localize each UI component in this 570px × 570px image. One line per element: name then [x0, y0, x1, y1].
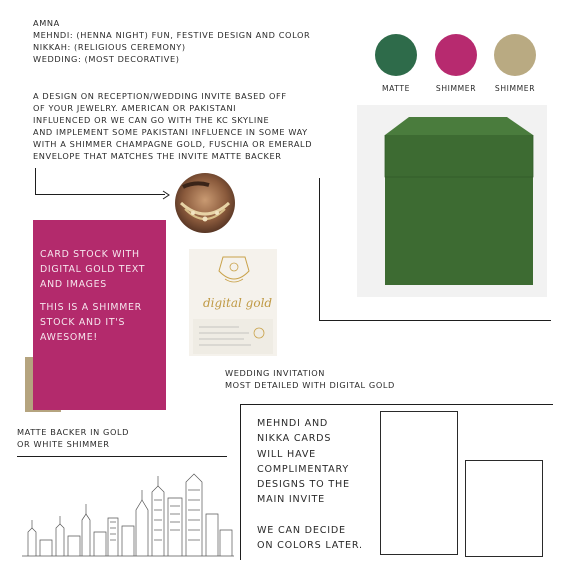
bracket-horizontal-line	[319, 320, 551, 321]
wedding-invite-photo	[189, 249, 277, 356]
mehndi-note-line-4: COMPLIMENTARY	[257, 464, 349, 475]
header-line-1: AMNA	[33, 18, 60, 28]
card-text-line-1: CARD STOCK WITH	[40, 249, 140, 260]
header-line-3: NIKKAH: (RELIGIOUS CEREMONY)	[33, 42, 186, 52]
bracket-vertical-line	[319, 178, 320, 320]
header-line-4: WEDDING: (MOST DECORATIVE)	[33, 54, 180, 64]
mehndi-note-line-2: NIKKA CARDS	[257, 433, 332, 444]
card-text-line-4: THIS IS A SHIMMER	[40, 302, 142, 313]
card-text-line-6: AWESOME!	[40, 332, 98, 343]
kc-skyline-illustration	[22, 470, 234, 558]
description-line-6: ENVELOPE THAT MATCHES THE INVITE MATTE BACKER	[33, 151, 282, 161]
mehndi-note-line-8: ON COLORS LATER.	[257, 540, 363, 551]
description-line-2: OF YOUR JEWELRY. AMERICAN OR PAKISTANI	[33, 103, 237, 113]
arrow-vertical-line	[35, 168, 36, 195]
mehndi-bracket-left	[240, 404, 241, 560]
envelope-image	[357, 105, 547, 297]
mehndi-note-line-6: MAIN INVITE	[257, 494, 326, 505]
swatch-shimmer-gold	[494, 34, 536, 76]
card-text-line-3: AND IMAGES	[40, 279, 107, 290]
invite-script-text: digital gold	[203, 296, 273, 310]
invite-illustration	[189, 249, 277, 356]
swatch-label-matte: MATTE	[381, 84, 411, 93]
matte-caption-line-1: MATTE BACKER IN GOLD	[17, 427, 130, 437]
mehndi-bracket-top	[240, 404, 553, 405]
mehndi-note-line-5: DESIGNS TO THE	[257, 479, 350, 490]
wedding-caption-line-1: WEDDING INVITATION	[225, 368, 326, 378]
mehndi-card-outline	[380, 411, 458, 555]
swatch-label-shimmer-1: SHIMMER	[435, 84, 477, 93]
shimmer-card-stock	[33, 220, 166, 410]
swatch-label-shimmer-2: SHIMMER	[494, 84, 536, 93]
description-line-4: AND IMPLEMENT SOME PAKISTANI INFLUENCE IN SOME WAY	[33, 127, 308, 137]
jewelry-illustration	[175, 173, 235, 233]
nikka-card-outline	[465, 460, 543, 557]
mehndi-note-line-7: WE CAN DECIDE	[257, 525, 346, 536]
swatch-shimmer-fuchsia	[435, 34, 477, 76]
envelope-illustration	[357, 105, 547, 297]
arrow-horizontal-line	[35, 194, 165, 195]
description-line-5: WITH A SHIMMER CHAMPAGNE GOLD, FUSCHIA OR EMERALD	[33, 139, 313, 149]
jewelry-photo	[175, 173, 235, 233]
wedding-caption-line-2: MOST DETAILED WITH DIGITAL GOLD	[225, 380, 395, 390]
mehndi-note-line-3: WILL HAVE	[257, 449, 317, 460]
card-text-line-2: DIGITAL GOLD TEXT	[40, 264, 146, 275]
header-line-2: MEHNDI: (HENNA NIGHT) FUN, FESTIVE DESIGN AND COLOR	[33, 30, 311, 40]
description-line-1: A DESIGN ON RECEPTION/WEDDING INVITE BASED OFF	[33, 91, 287, 101]
card-text-line-5: STOCK AND IT'S	[40, 317, 126, 328]
arrow-head-icon	[162, 190, 172, 200]
matte-caption-underline	[17, 456, 227, 457]
description-line-3: INFLUENCED OR WE CAN GO WITH THE KC SKYLINE	[33, 115, 270, 125]
matte-caption-line-2: OR WHITE SHIMMER	[17, 439, 110, 449]
swatch-matte-emerald	[375, 34, 417, 76]
mehndi-note-line-1: MEHNDI AND	[257, 418, 329, 429]
